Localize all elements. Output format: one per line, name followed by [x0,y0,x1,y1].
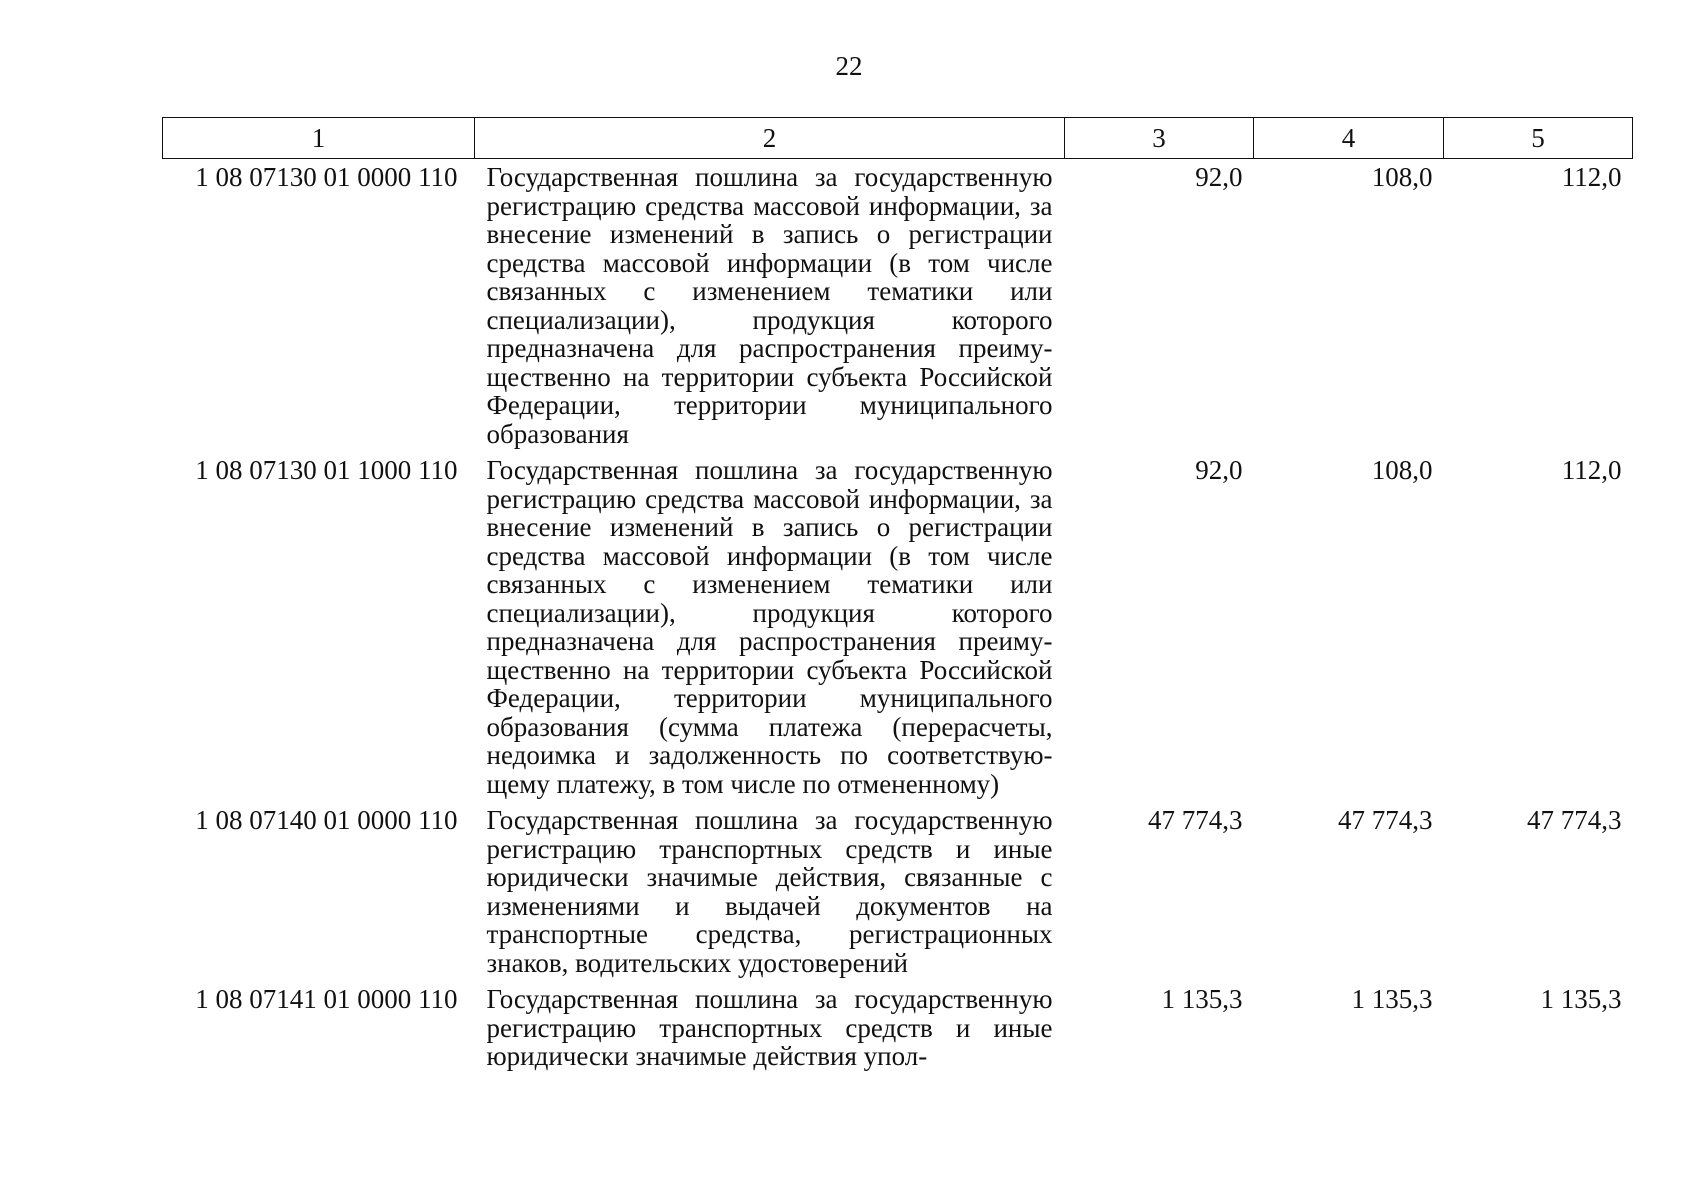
row-code: 1 08 07141 01 0000 110 [195,984,458,1014]
page-number: 22 [835,51,863,81]
header-row [163,118,1633,159]
row-value-col4: 108,0 [1371,455,1433,485]
row-code: 1 08 07130 01 0000 110 [195,162,458,192]
row-code: 1 08 07130 01 1000 110 [195,455,458,485]
row-value-col5: 47 774,3 [1527,805,1622,835]
row-value-col3: 92,0 [1195,455,1243,485]
table-row [163,802,1633,981]
row-value-col3: 47 774,3 [1148,805,1243,835]
row-description: Государственная пошлина за государственную регистрацию средства массовой информации, за внесение изменений в запись о регистрации средства массовой информации (в том числе связанных с изменением тематики или специализации), продукция которого предназначена для распространения преимущественно на территории субъекта Российской Федерации, территории муниципального образования [486,162,1053,449]
row-value-col5: 112,0 [1561,162,1622,192]
row-value-col4: 108,0 [1371,162,1433,192]
table-row [163,452,1633,802]
row-code: 1 08 07140 01 0000 110 [195,805,458,835]
header-col-3: 3 [1065,118,1254,159]
row-value-col3: 92,0 [1195,162,1243,192]
row-value-col3: 1 135,3 [1161,984,1243,1014]
row-value-col5: 1 135,3 [1540,984,1622,1014]
header-col-5: 5 [1444,118,1633,159]
header-col-1: 1 [163,118,475,159]
row-description: Государственная пошлина за государственную регистрацию транспортных средств и иные юридически значимые действия, связанные с изменениями и выдачей документов на транспортные средства, регистрационных знаков, водительских удостоверений [486,805,1053,978]
budget-table [162,117,1633,1075]
row-value-col5: 112,0 [1561,455,1622,485]
header-col-4: 4 [1254,118,1444,159]
row-description: Государственная пошлина за государственную регистрацию транспортных средств и иные юридически значимые действия упол- [486,984,1053,1071]
header-col-2: 2 [475,118,1065,159]
row-value-col4: 47 774,3 [1338,805,1433,835]
row-description: Государственная пошлина за государственную регистрацию средства массовой информации, за внесение изменений в запись о регистрации средства массовой информации (в том числе связанных с изменением тематики или специализации), продукция которого предназначена для распространения преимущественно на территории субъекта Российской Федерации, территории муниципального образования (сумма платежа (перерасчеты, недоимка и задолженность по соответствующему платежу, в том числе по отмененному) [486,455,1053,799]
table-row [163,981,1633,1075]
row-value-col4: 1 135,3 [1351,984,1433,1014]
table-row [163,159,1633,453]
